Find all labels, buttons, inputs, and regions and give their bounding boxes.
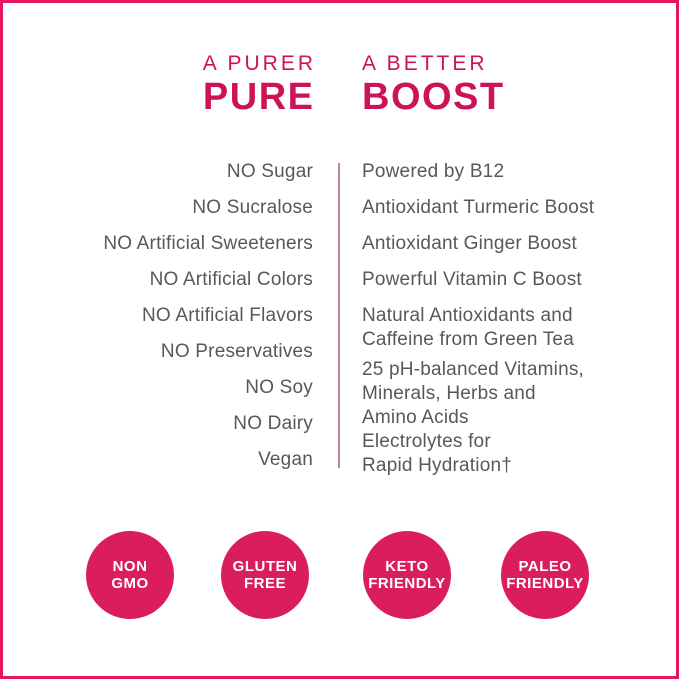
right-header-subtitle: A BETTER [362,52,488,75]
list-item: NO Artificial Colors [149,269,313,290]
list-item: NO Artificial Sweeteners [103,233,313,254]
list-item-line: Antioxidant Turmeric Boost [362,197,595,218]
list-item-line: Amino Acids [362,407,469,428]
badge-non-gmo [86,531,174,619]
list-item [362,196,622,220]
list-item-line: Electrolytes for [362,431,491,452]
badge-keto-friendly [363,531,451,619]
list-item: NO Dairy [233,413,313,434]
list-item [362,430,622,478]
left-header-title: PURE [202,76,315,118]
list-item [362,232,622,256]
list-item [362,358,622,430]
badge-label: GMO [111,575,149,592]
badge-label: NON [112,558,148,575]
list-item-line: Rapid Hydration† [362,455,513,476]
list-item: NO Soy [245,377,313,398]
badge-gluten-free [221,531,309,619]
badge-label: FRIENDLY [368,575,446,592]
list-item [362,268,622,292]
list-item-line: Powered by B12 [362,161,505,182]
badge-label: KETO [385,558,429,575]
badge-label: PALEO [518,558,572,575]
list-item [362,304,622,352]
badge-paleo-friendly [501,531,589,619]
left-column-header [0,52,316,118]
left-column-list [0,160,313,484]
list-item-line: Minerals, Herbs and [362,383,536,404]
column-divider [338,163,340,468]
list-item-line: Antioxidant Ginger Boost [362,233,577,254]
list-item: NO Sucralose [192,197,313,218]
left-header-subtitle: A PURER [202,52,316,75]
list-item: Vegan [258,449,313,470]
list-item: NO Artificial Flavors [141,305,313,326]
right-column-header [362,52,505,116]
list-item-line: Natural Antioxidants and [362,305,573,326]
list-item [362,160,622,184]
list-item-line: Powerful Vitamin C Boost [362,269,582,290]
badge-label: FRIENDLY [506,575,584,592]
list-item: NO Sugar [226,161,313,182]
list-item-line: Caffeine from Green Tea [362,329,574,350]
badge-label: FREE [243,575,286,592]
list-item: NO Preservatives [160,341,313,362]
right-header-title: BOOST [362,76,505,118]
badge-label: GLUTEN [232,558,298,575]
list-item-line: 25 pH-balanced Vitamins, [362,359,585,380]
